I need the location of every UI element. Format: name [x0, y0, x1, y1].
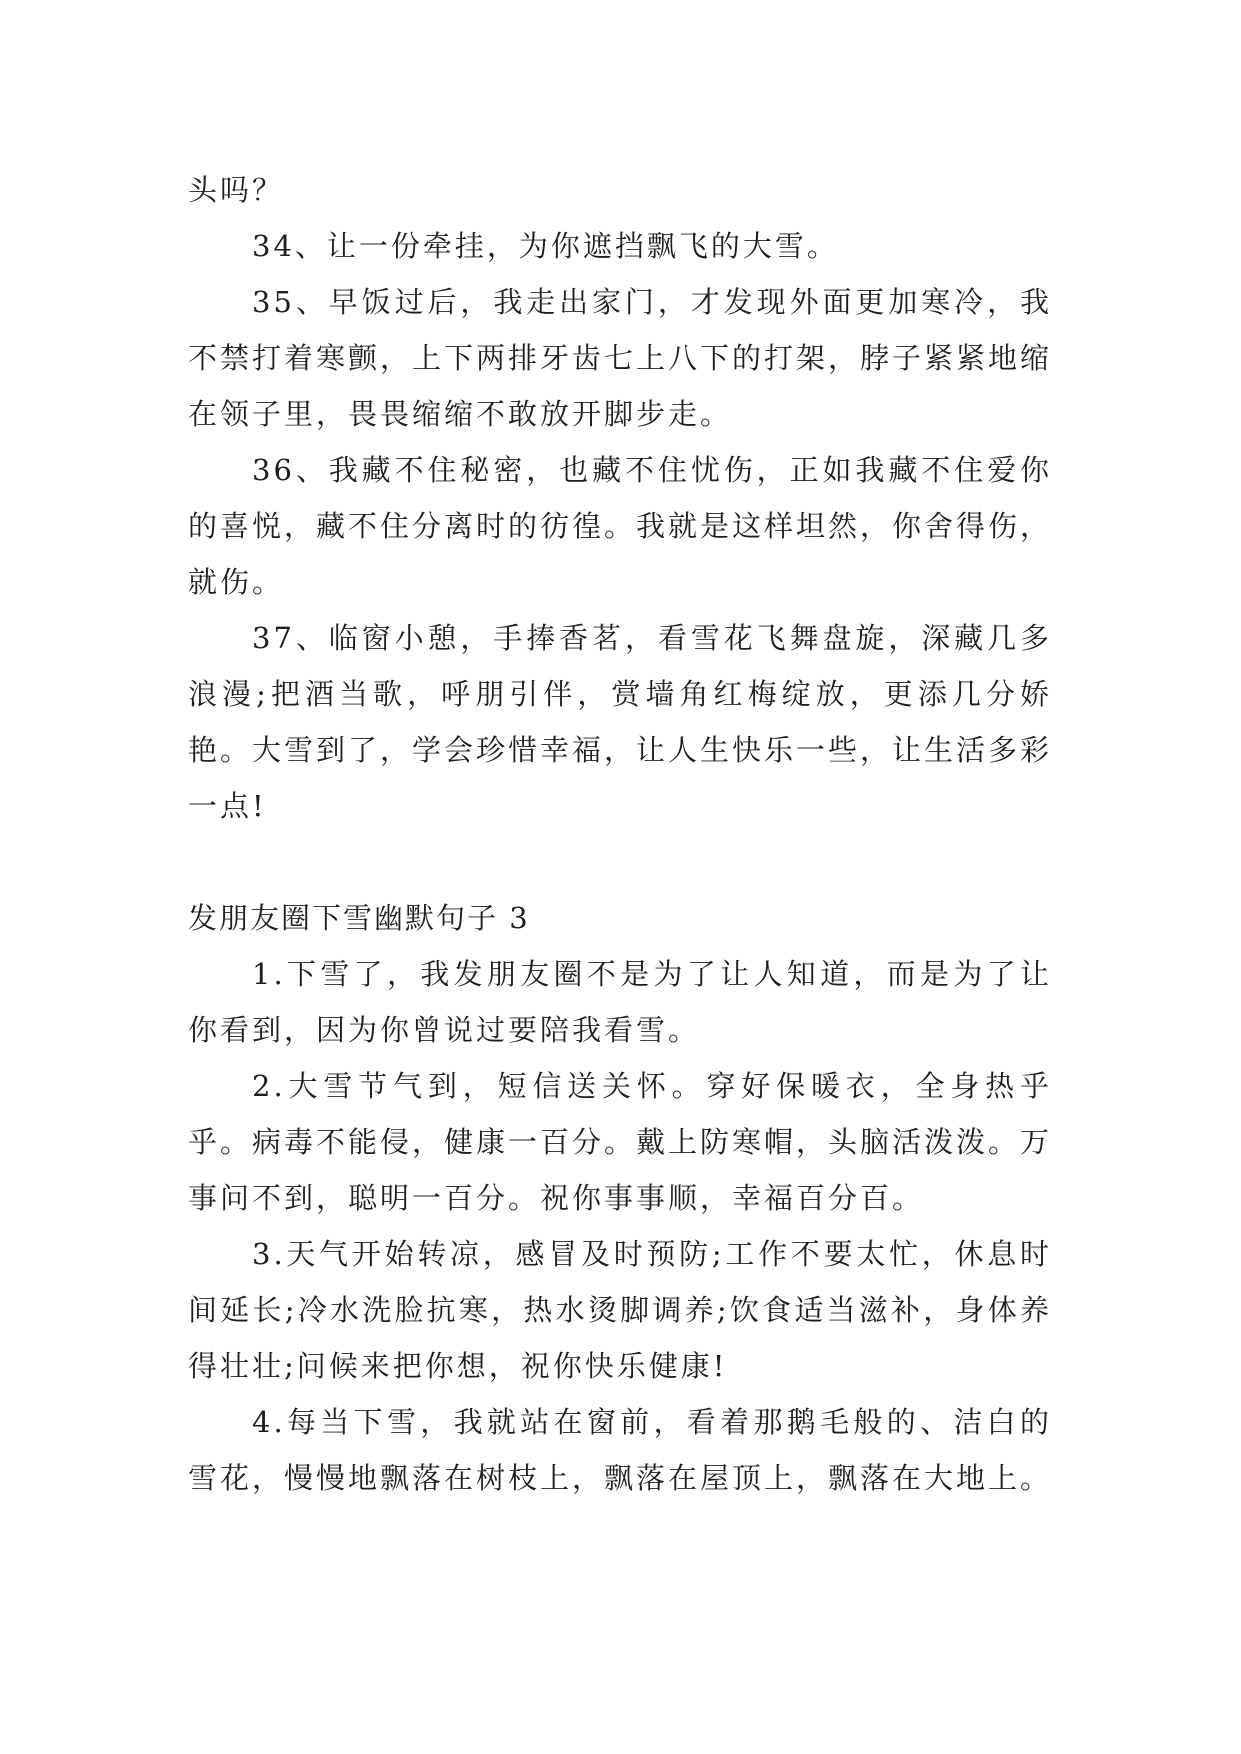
continuation-line: 头吗？ — [188, 173, 285, 207]
section-spacer — [188, 834, 1052, 890]
list-item-37: 37、临窗小憩，手捧香茗，看雪花飞舞盘旋，深藏几多浪漫;把酒当歌，呼朋引伴，赏墙角红梅绽放，更添几分娇艳。大雪到了，学会珍惜幸福，让人生快乐一些，让生活多彩一点! — [188, 621, 1053, 823]
list-item-1: 1.下雪了，我发朋友圈不是为了让人知道，而是为了让你看到，因为你曾说过要陪我看雪。 — [188, 957, 1052, 1047]
list-item-2: 2.大雪节气到，短信送关怀。穿好保暖衣，全身热乎乎。病毒不能侵，健康一百分。戴上防寒帽，头脑活泼泼。万事问不到，聪明一百分。祝你事事顺，幸福百分百。 — [188, 1069, 1053, 1215]
list-item-35: 35、早饭过后，我走出家门，才发现外面更加寒冷，我不禁打着寒颤，上下两排牙齿七上八下的打架，脖子紧紧地缩在领子里，畏畏缩缩不敢放开脚步走。 — [188, 285, 1053, 431]
list-item-36: 36、我藏不住秘密，也藏不住忧伤，正如我藏不住爱你的喜悦，藏不住分离时的彷徨。我就是这样坦然，你舍得伤，就伤。 — [188, 453, 1053, 599]
list-item-34: 34、让一份牵挂，为你遮挡飘飞的大雪。 — [252, 229, 839, 263]
section-heading: 发朋友圈下雪幽默句子 3 — [188, 901, 530, 935]
document-body — [188, 162, 1052, 1506]
list-item-3: 3.天气开始转凉，感冒及时预防;工作不要太忙，休息时间延长;冷水洗脸抗寒，热水烫脚调养;饮食适当滋补，身体养得壮壮;问候来把你想，祝你快乐健康! — [188, 1237, 1052, 1383]
list-item-4: 4.每当下雪，我就站在窗前，看着那鹅毛般的、洁白的雪花，慢慢地飘落在树枝上，飘落在屋顶上，飘落在大地上。 — [188, 1405, 1053, 1495]
